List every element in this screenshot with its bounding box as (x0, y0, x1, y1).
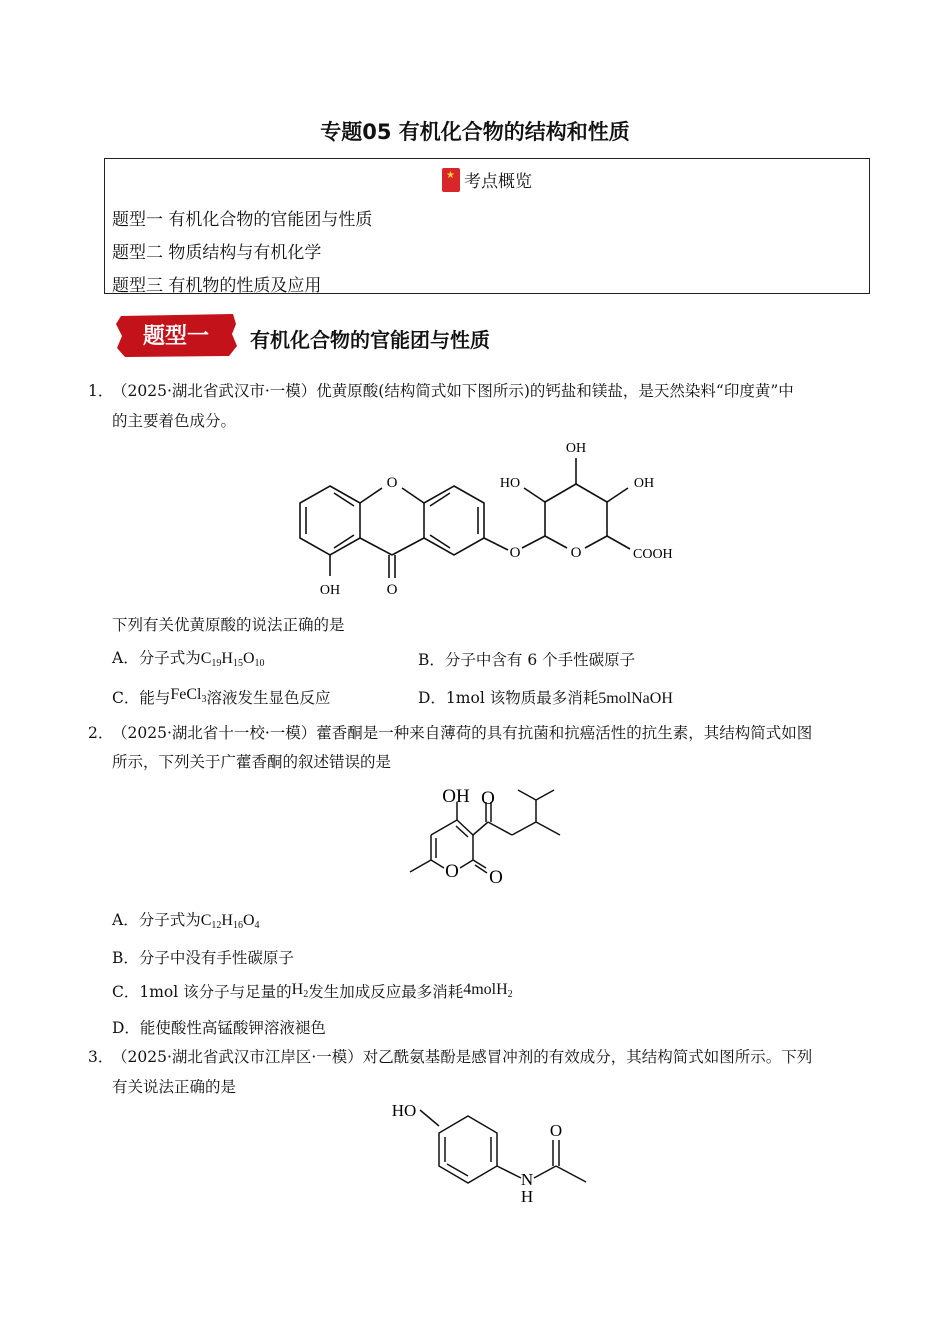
q3-number: 3． (88, 1048, 114, 1066)
q1-mol-linker-oxygen: O (509, 545, 521, 561)
q1-option-c[interactable]: C．能与FeCl$_3$溶液发生显色反应 (112, 686, 331, 707)
q3-structure-diagram (380, 1096, 600, 1208)
q1-option-b[interactable]: B．分子中含有 6 个手性碳原子 (418, 651, 636, 669)
q3-text-line2: 有关说法正确的是 (112, 1078, 237, 1096)
section-banner-text: 题型一 (142, 323, 210, 349)
q2-option-b[interactable]: B．分子中没有手性碳原子 (112, 949, 294, 967)
q1-mol-oh-top: OH (565, 441, 587, 456)
q3-mol-hydrogen: H (520, 1187, 534, 1206)
q2-text-line2: 所示，下列关于广藿香酮的叙述错误的是 (112, 753, 392, 771)
q2-mol-oh: OH (442, 786, 470, 807)
q3-mol-nitrogen: N (520, 1170, 534, 1189)
q3-mol-ho: HO (391, 1101, 417, 1120)
overview-heading (105, 167, 869, 192)
q1-stem: 下列有关优黄原酸的说法正确的是 (112, 616, 345, 634)
overview-box (104, 158, 870, 294)
document-title: 专题05 有机化合物的结构和性质 (320, 120, 630, 144)
q2-mol-lactone-oxygen: O (489, 867, 503, 888)
q2-option-c[interactable]: C．1mol 该分子与足量的$H_2$发生加成反应最多消耗4molH$_2$ (112, 981, 513, 1001)
overview-item-2: 题型二 物质结构与有机化学 (112, 243, 322, 263)
overview-item-3: 题型三 有机物的性质及应用 (112, 276, 322, 296)
q3-text-line1: （2025·湖北省武汉市江岸区·一模）对乙酰氨基酚是感冒冲剂的有效成分，其结构简式如图所示。下列 (112, 1048, 813, 1066)
q1-text-line2: 的主要着色成分。 (112, 412, 237, 430)
q2-structure-diagram (400, 780, 580, 890)
q1-option-d[interactable]: D．1mol 该物质最多消耗5molNaOH (418, 689, 673, 707)
q2-option-d[interactable]: D．能使酸性高锰酸钾溶液褪色 (112, 1019, 326, 1037)
q1-mol-cooh: COOH (633, 547, 673, 562)
q1-structure-diagram (290, 436, 690, 602)
q1-mol-oh-bottom: OH (319, 583, 341, 598)
q1-mol-keto-oxygen: O (386, 582, 398, 598)
overview-item-1: 题型一 有机化合物的官能团与性质 (112, 210, 373, 230)
q1-number: 1． (88, 382, 114, 400)
q2-number: 2． (88, 724, 114, 742)
q3-mol-oxygen: O (549, 1121, 563, 1140)
q1-mol-ho-left: HO (499, 476, 521, 491)
section-title: 有机化合物的官能团与性质 (250, 328, 490, 352)
q1-mol-oh-right: OH (633, 476, 655, 491)
section-banner (115, 312, 238, 358)
q2-mol-keto-oxygen: O (481, 788, 495, 809)
book-icon: ★ (442, 168, 460, 192)
q2-mol-ring-oxygen: O (445, 861, 459, 882)
q2-option-a[interactable]: A．分子式为$C_{12}H_{16}O_4$ (112, 911, 260, 931)
q1-text-line1: （2025·湖北省武汉市·一模）优黄原酸(结构简式如下图所示)的钙盐和镁盐，是天然染料“印度黄”中 (112, 382, 794, 400)
overview-heading-text: 考点概览 (464, 172, 532, 192)
q1-mol-ring-oxygen: O (386, 475, 398, 491)
q2-text-line1: （2025·湖北省十一校·一模）藿香酮是一种来自薄荷的具有抗菌和抗癌活性的抗生素，其结构简式如图 (112, 724, 813, 742)
q1-option-a[interactable]: A．分子式为$C_{19}H_{15}O_{10}$ (112, 649, 265, 669)
q1-mol-sugar-oxygen: O (570, 545, 582, 561)
